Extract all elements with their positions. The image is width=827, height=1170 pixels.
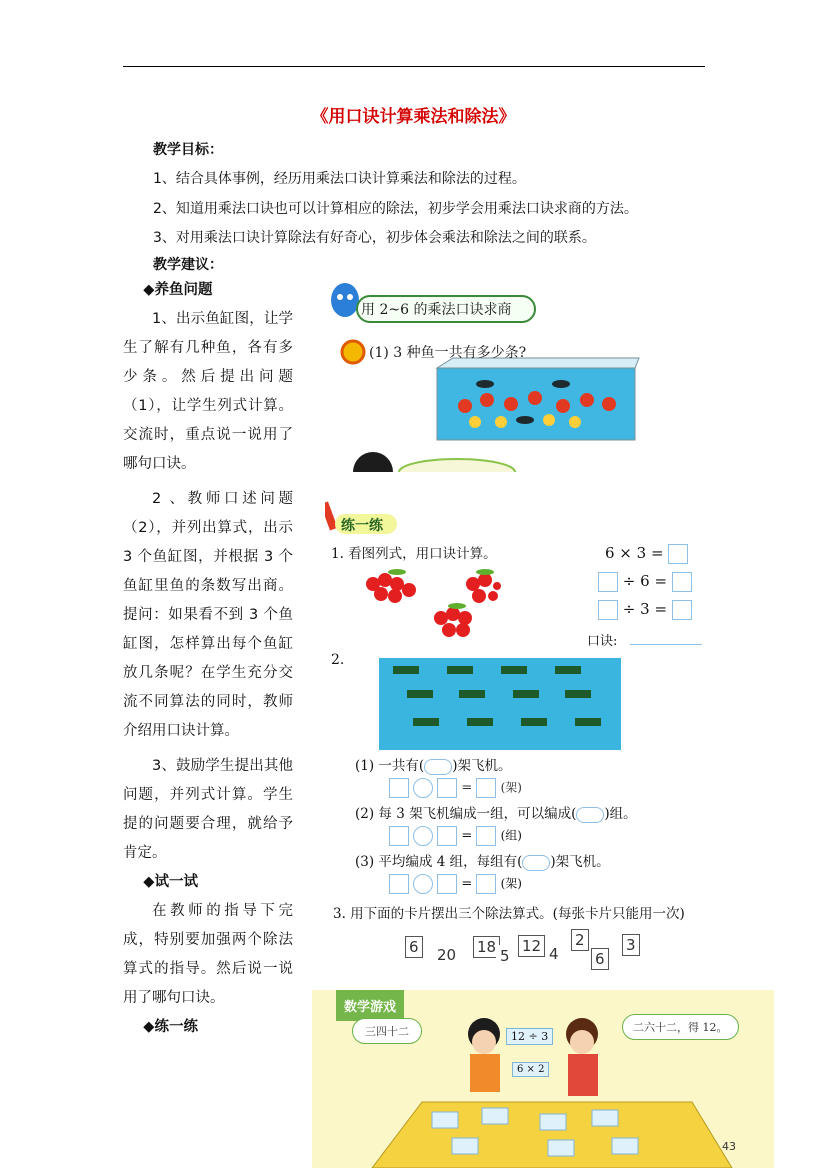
ex2-eq-3: = (架) bbox=[389, 874, 522, 894]
answer-box[interactable] bbox=[476, 778, 496, 798]
practice-figure bbox=[325, 490, 705, 968]
answer-box[interactable] bbox=[476, 874, 496, 894]
question-1: (1) 3 种鱼一共有多少条? bbox=[369, 345, 527, 361]
exercise-1: 1. 看图列式，用口诀计算。 bbox=[331, 546, 497, 562]
ex1-equation-2 bbox=[598, 572, 692, 592]
speech-left: 三四十二 bbox=[352, 1018, 422, 1044]
practice-label: 练一练 bbox=[341, 518, 383, 534]
divisor-6: 6 bbox=[640, 572, 650, 590]
ex2-question-2 bbox=[355, 802, 637, 823]
equals-sign: = bbox=[654, 572, 668, 590]
exercise-2: 2. bbox=[331, 652, 345, 668]
koujue-line bbox=[630, 644, 702, 645]
divisor-3: 3 bbox=[640, 600, 650, 618]
q3-suffix: )架飞机。 bbox=[550, 854, 610, 870]
header-rule bbox=[123, 66, 705, 67]
equals-sign: = bbox=[654, 600, 668, 618]
ex2-question-3 bbox=[355, 850, 610, 871]
goal-1: 1、结合具体事例，经历用乘法口诀计算乘法和除法的过程。 bbox=[153, 171, 526, 187]
speech-right: 二六十二，得 12。 bbox=[622, 1014, 739, 1040]
banner-text: 用 2~6 的乘法口诀求商 bbox=[361, 302, 512, 318]
answer-box[interactable] bbox=[598, 600, 618, 620]
ex1-eq1-text: 6 × 3 = bbox=[605, 544, 664, 562]
q2-suffix: )组。 bbox=[604, 806, 637, 822]
ex2-eq-1: = (架) bbox=[389, 778, 522, 798]
number-card[interactable]: 18 bbox=[473, 936, 500, 958]
number-card[interactable]: 5 bbox=[496, 945, 514, 967]
q1-prefix: (1) 一共有( bbox=[355, 758, 425, 774]
unit-label: (架) bbox=[500, 876, 522, 891]
number-card[interactable]: 2 bbox=[571, 929, 589, 951]
answer-box[interactable] bbox=[598, 572, 618, 592]
game-card-2[interactable]: 6 × 2 bbox=[512, 1062, 549, 1077]
page-title: 《用口诀计算乘法和除法》 bbox=[311, 107, 516, 127]
math-game-figure bbox=[312, 990, 774, 1168]
div-sign: ÷ bbox=[622, 600, 636, 618]
number-card[interactable]: 6 bbox=[591, 948, 609, 970]
number-card[interactable]: 3 bbox=[622, 934, 640, 956]
fish-para-1: 1、出示鱼缸图，让学生了解有几种鱼，各有多少条。然后提出问题（1），让学生列式计算。交流时，重点说一说用了哪句口诀。 bbox=[123, 311, 293, 472]
ex2-eq-2: = (组) bbox=[389, 826, 522, 846]
goals-heading: 教学目标： bbox=[153, 142, 223, 158]
q1-suffix: )架飞机。 bbox=[452, 758, 512, 774]
number-card[interactable]: 12 bbox=[518, 935, 545, 957]
child-head bbox=[353, 452, 393, 472]
left-column bbox=[123, 276, 293, 1042]
number-card[interactable]: 4 bbox=[545, 943, 563, 965]
game-card-1[interactable]: 12 ÷ 3 bbox=[506, 1028, 553, 1045]
ex1-equation-1 bbox=[605, 544, 688, 564]
try-para: 在教师的指导下完成，特别要加强两个除法算式的指导。然后说一说用了哪句口诀。 bbox=[123, 903, 293, 1006]
q2-prefix: (2) 每 3 架飞机编成一组，可以编成( bbox=[355, 806, 577, 822]
answer-paren[interactable] bbox=[576, 807, 604, 823]
div-sign: ÷ bbox=[622, 572, 636, 590]
unit-label: (架) bbox=[500, 780, 522, 795]
textbook-fish-figure bbox=[325, 272, 645, 472]
koujue-label: 口诀: bbox=[587, 634, 618, 649]
goal-2: 2、知道用乘法口诀也可以计算相应的除法，初步学会用乘法口诀求商的方法。 bbox=[153, 201, 638, 217]
suggest-heading: 教学建议： bbox=[153, 257, 223, 273]
answer-box[interactable] bbox=[668, 544, 688, 564]
q3-prefix: (3) 平均编成 4 组，每组有( bbox=[355, 854, 523, 870]
number-card[interactable]: 20 bbox=[433, 944, 460, 966]
mascot-icon bbox=[331, 283, 359, 317]
answer-paren[interactable] bbox=[424, 759, 452, 775]
cherries-image bbox=[361, 568, 501, 648]
section-heading-try: ◆试一试 bbox=[143, 874, 198, 890]
page-number: 43 bbox=[722, 1140, 736, 1153]
exercise-3: 3. 用下面的卡片摆出三个除法算式。(每张卡片只能用一次) bbox=[333, 906, 685, 922]
ex1-equation-3 bbox=[598, 600, 692, 620]
rosette-icon bbox=[342, 341, 364, 363]
section-heading-practice: ◆练一练 bbox=[143, 1019, 198, 1035]
game-label: 数学游戏 bbox=[336, 990, 404, 1021]
fish-para-3: 3、鼓励学生提出其他问题，并列式计算。学生提的问题要合理，就给予肯定。 bbox=[123, 758, 293, 861]
section-heading-fish: ◆养鱼问题 bbox=[143, 282, 213, 298]
game-illustration bbox=[312, 990, 774, 1168]
unit-label: (组) bbox=[500, 828, 522, 843]
fish-para-2: 2 、教师口述问题（2），并列出算式，出示 3 个鱼缸图，并根据 3 个鱼缸里鱼的条数写出商。提问：如果看不到 3 个鱼缸图，怎样算出每个鱼缸放几条呢？在学生充分交流不同算法的同时，教师介绍用口诀计算。 bbox=[123, 491, 293, 739]
ex2-question-1 bbox=[355, 754, 511, 775]
planes-image bbox=[379, 658, 621, 750]
answer-box[interactable] bbox=[672, 600, 692, 620]
goal-3: 3、对用乘法口诀计算除法有好奇心，初步体会乘法和除法之间的联系。 bbox=[153, 230, 596, 246]
answer-paren[interactable] bbox=[522, 855, 550, 871]
answer-box[interactable] bbox=[476, 826, 496, 846]
answer-box[interactable] bbox=[672, 572, 692, 592]
number-card[interactable]: 6 bbox=[405, 936, 423, 958]
